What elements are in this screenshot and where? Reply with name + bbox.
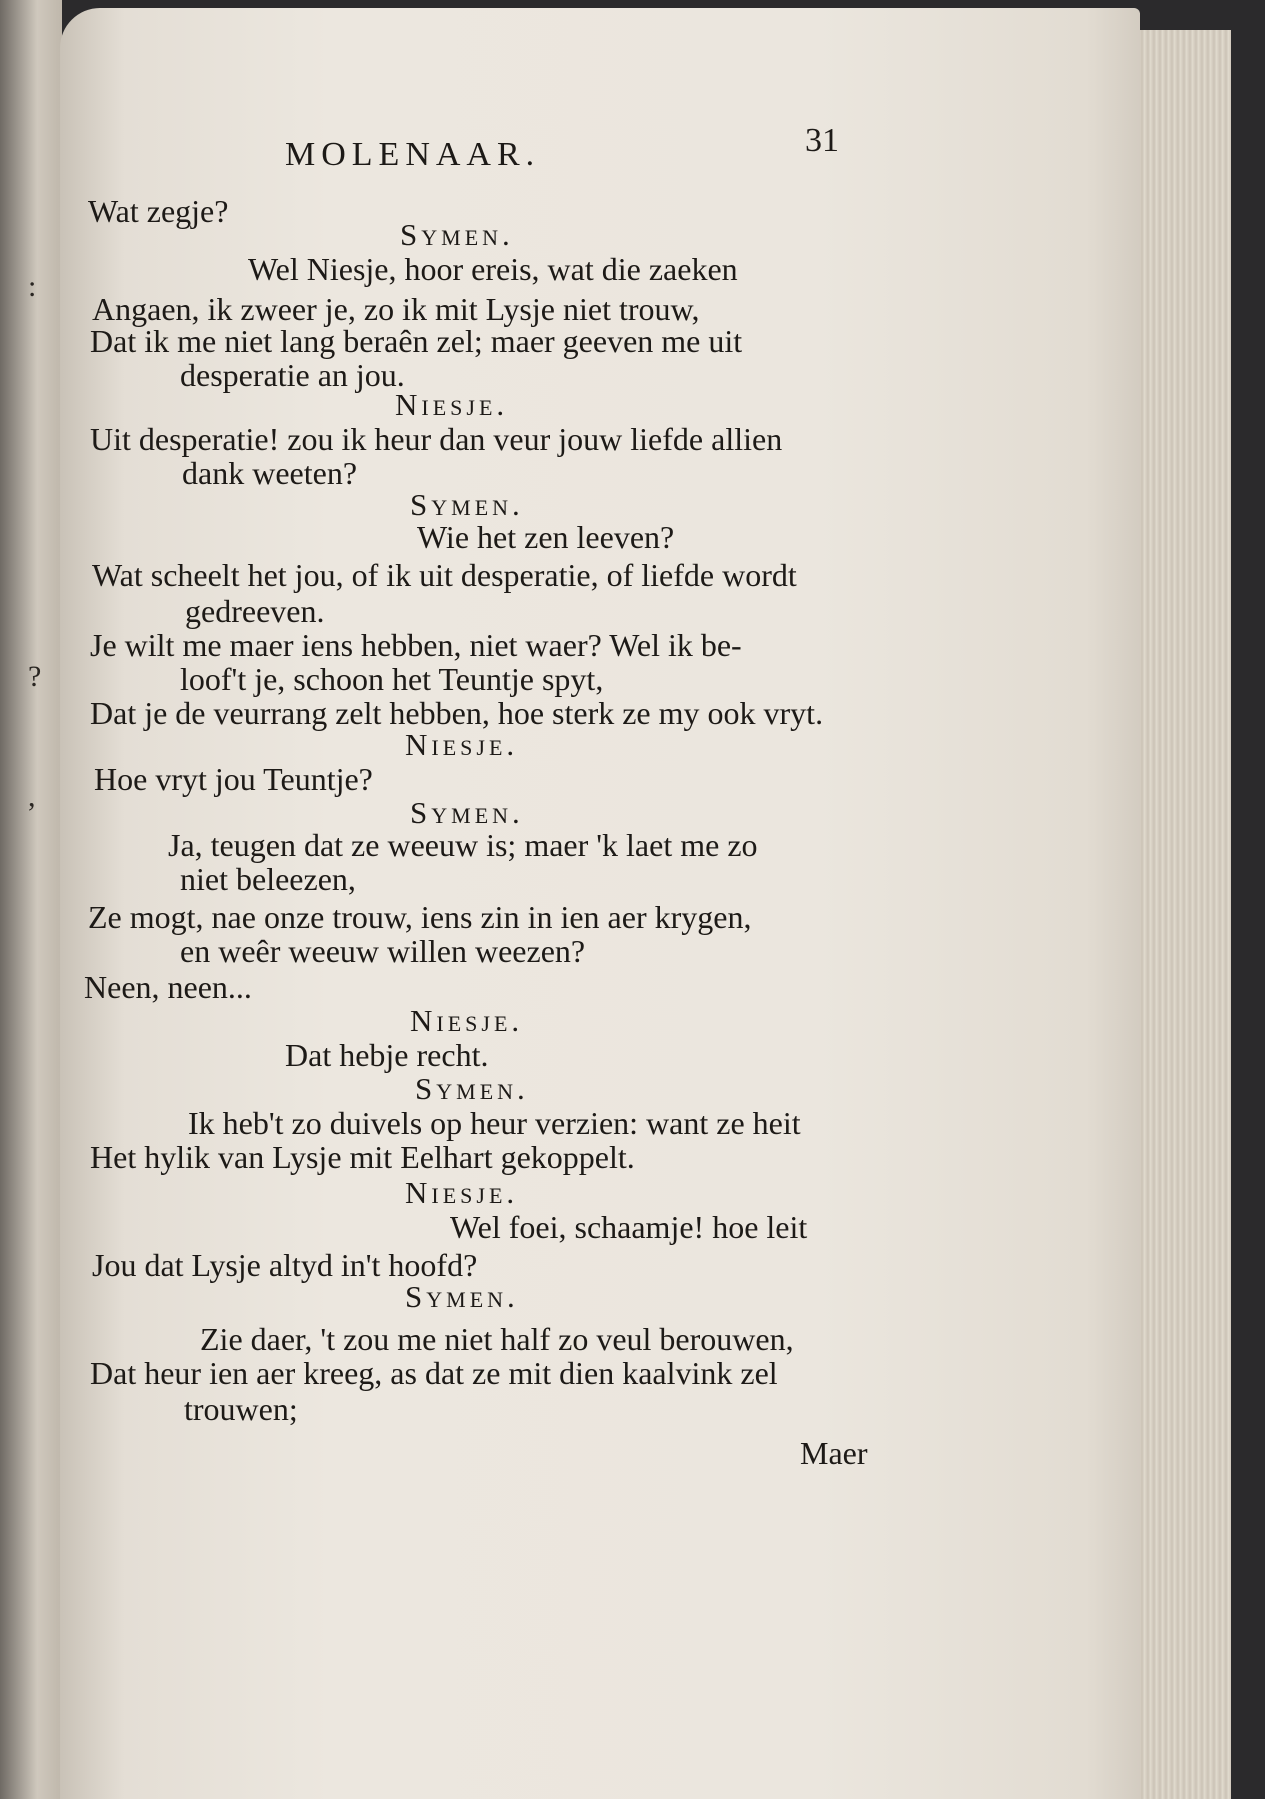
speaker-name: Symen. xyxy=(415,1071,529,1106)
running-head: MOLENAAR. xyxy=(285,136,541,173)
verse-line: Zie daer, 't zou me niet half zo veul berouwen, xyxy=(200,1321,794,1357)
speaker-name: Niesje. xyxy=(405,727,519,762)
verse-line: Het hylik van Lysje mit Eelhart gekoppelt. xyxy=(90,1139,635,1175)
page-number: 31 xyxy=(805,122,839,159)
verse-line: Neen, neen... xyxy=(84,969,252,1005)
facing-page-fragment: ? xyxy=(28,660,42,693)
verse-line: Jou dat Lysje altyd in't hoofd? xyxy=(92,1247,478,1283)
verse-line: Dat heur ien aer kreeg, as dat ze mit dien kaalvink zel xyxy=(90,1355,778,1391)
verse-line: desperatie an jou. xyxy=(180,357,405,393)
speaker-name: Symen. xyxy=(410,487,524,522)
verse-line: trouwen; xyxy=(184,1391,298,1427)
facing-page-fragment: , xyxy=(28,780,36,813)
verse-line: Dat hebje recht. xyxy=(285,1037,489,1073)
verse-line: loof't je, schoon het Teuntje spyt, xyxy=(180,661,604,697)
facing-page-edge xyxy=(0,0,62,1799)
speaker-name: Symen. xyxy=(400,217,514,252)
verse-line: Wel foei, schaamje! hoe leit xyxy=(450,1209,808,1245)
verse-line: Angaen, ik zweer je, zo ik mit Lysje niet trouw, xyxy=(92,291,700,327)
verse-line: Wat zegje? xyxy=(88,193,229,229)
verse-line: Uit desperatie! zou ik heur dan veur jouw liefde allien xyxy=(90,421,783,457)
verse-line: Wie het zen leeven? xyxy=(417,519,675,555)
verse-line: Ze mogt, nae onze trouw, iens zin in ien aer krygen, xyxy=(88,899,752,935)
verse-line: gedreeven. xyxy=(185,593,325,629)
verse-line: Dat je de veurrang zelt hebben, hoe sterk ze my ook vryt. xyxy=(90,695,824,731)
verse-line: Wel Niesje, hoor ereis, wat die zaeken xyxy=(248,251,738,287)
speaker-name: Symen. xyxy=(410,795,524,830)
speaker-name: Niesje. xyxy=(410,1003,524,1038)
verse-line: Dat ik me niet lang beraên zel; maer geeven me uit xyxy=(90,323,743,359)
facing-page-fragment: : xyxy=(28,270,37,303)
verse-line: Wat scheelt het jou, of ik uit desperatie, of liefde wordt xyxy=(92,557,797,593)
book-page xyxy=(60,8,1140,1799)
verse-line: Ik heb't zo duivels op heur verzien: want ze heit xyxy=(188,1105,801,1141)
catchword: Maer xyxy=(800,1435,868,1471)
verse-line: Ja, teugen dat ze weeuw is; maer 'k laet me zo xyxy=(168,827,758,863)
speaker-name: Niesje. xyxy=(395,387,509,422)
verse-line: dank weeten? xyxy=(182,455,358,491)
speaker-name: Niesje. xyxy=(405,1175,519,1210)
verse-line: niet beleezen, xyxy=(180,861,356,897)
verse-line: Je wilt me maer iens hebben, niet waer? Wel ik be- xyxy=(90,627,742,663)
speaker-name: Symen. xyxy=(405,1279,519,1314)
verse-line: Hoe vryt jou Teuntje? xyxy=(94,761,373,797)
verse-line: en weêr weeuw willen weezen? xyxy=(180,933,586,969)
